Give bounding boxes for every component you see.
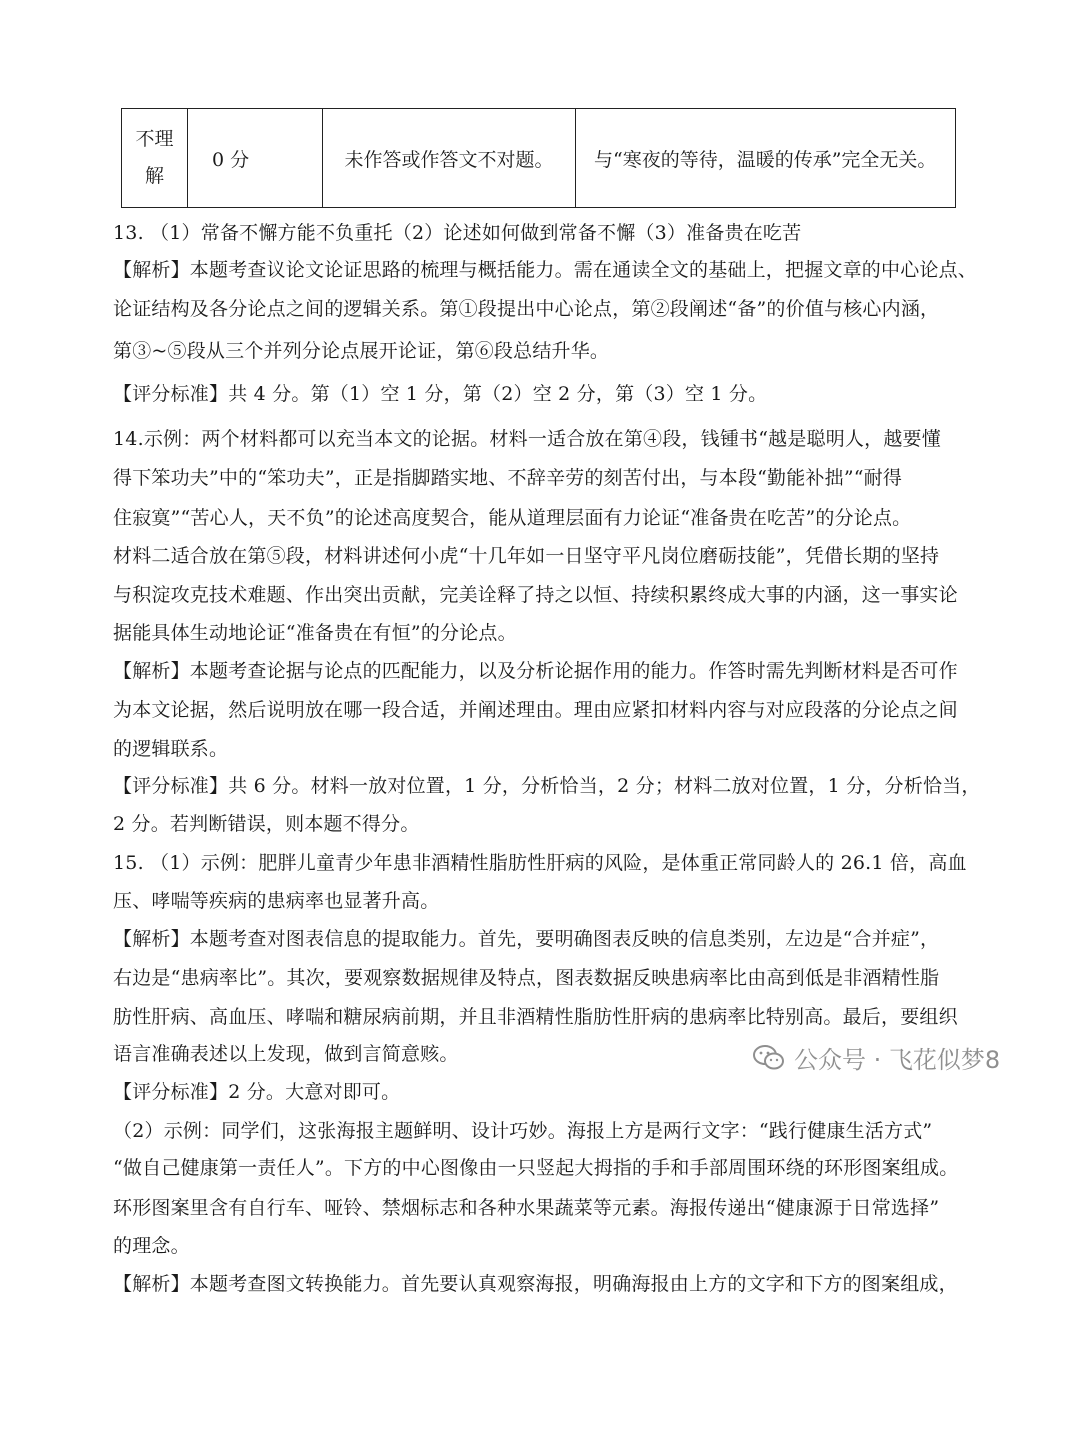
score-cell: 0 分	[188, 109, 323, 208]
text-line: 材料二适合放在第⑤段，材料讲述何小虎“十几年如一日坚守平凡岗位磨砺技能”，凭借长期的坚持	[113, 545, 940, 567]
level-text-2: 解	[144, 165, 164, 187]
text-line: 13. （1）常备不懈方能不负重托（2）论述如何做到常备不懈（3）准备贵在吃苦	[113, 222, 802, 244]
text-line: 压、哮喘等疾病的患病率也显著升高。	[113, 890, 440, 912]
text-line: 【评分标准】2 分。大意对即可。	[113, 1081, 401, 1103]
text-line: 【解析】本题考查对图表信息的提取能力。首先，要明确图表反映的信息类别，左边是“合并症”，	[113, 928, 940, 950]
level-text-1: 不理	[135, 128, 174, 150]
criterion-cell: 未作答或作答文不对题。	[323, 109, 576, 208]
table-row	[122, 109, 956, 208]
text-line: 住寂寞”“苦心人，天不负”的论述高度契合，能从道理层面有力论证“准备贵在吃苦”的分论点。	[113, 507, 912, 529]
text-line: 论证结构及各分论点之间的逻辑关系。第①段提出中心论点，第②段阐述“备”的价值与核心内涵，	[113, 298, 940, 320]
watermark	[752, 1040, 1000, 1075]
text-line: 肪性肝病、高血压、哮喘和糖尿病前期，并且非酒精性脂肪性肝病的患病率比特别高。最后，要组织	[113, 1006, 958, 1028]
text-line: 15. （1）示例：肥胖儿童青少年患非酒精性脂肪性肝病的风险，是体重正常同龄人的 26.1 倍，高血	[113, 852, 967, 874]
text-line: 【解析】本题考查议论文论证思路的梳理与概括能力。需在通读全文的基础上，把握文章的中心论点、	[113, 259, 978, 281]
text-line: 与积淀攻克技术难题、作出突出贡献，完美诠释了持之以恒、持续积累终成大事的内涵，这一事实论	[113, 584, 958, 606]
text-line: 【评分标准】共 4 分。第（1）空 1 分，第（2）空 2 分，第（3）空 1 分。	[113, 383, 768, 405]
text-line: 右边是“患病率比”。其次，要观察数据规律及特点，图表数据反映患病率比由高到低是非酒精性脂	[113, 967, 940, 989]
text-line: 【解析】本题考查图文转换能力。首先要认真观察海报，明确海报由上方的文字和下方的图案组成，	[113, 1273, 958, 1295]
watermark-text: 公众号 · 飞花似梦8	[794, 1046, 1001, 1074]
text-line: 为本文论据，然后说明放在哪一段合适，并阐述理由。理由应紧扣材料内容与对应段落的分论点之间	[113, 699, 958, 721]
wechat-icon	[752, 1043, 786, 1073]
text-line: （2）示例：同学们，这张海报主题鲜明、设计巧妙。海报上方是两行文字：“践行健康生活方式”	[113, 1120, 933, 1142]
rubric-table	[121, 108, 956, 208]
text-line: 【评分标准】共 6 分。材料一放对位置，1 分，分析恰当，2 分；材料二放对位置，1 分，分析恰当，	[113, 775, 981, 797]
text-line: 语言准确表述以上发现，做到言简意赅。	[113, 1043, 459, 1065]
text-line: 的逻辑联系。	[113, 738, 229, 760]
text-line: 2 分。若判断错误，则本题不得分。	[113, 813, 420, 835]
description-cell: 与“寒夜的等待，温暖的传承”完全无关。	[576, 109, 956, 208]
text-line: 【解析】本题考查论据与论点的匹配能力，以及分析论据作用的能力。作答时需先判断材料是否可作	[113, 660, 958, 682]
text-line: 14.示例：两个材料都可以充当本文的论据。材料一适合放在第④段，钱锺书“越是聪明人，越要懂	[113, 428, 941, 450]
text-line: 第③~⑤段从三个并列分论点展开论证，第⑥段总结升华。	[113, 340, 610, 362]
text-line: 的理念。	[113, 1235, 190, 1257]
text-line: 得下笨功夫”中的“笨功夫”，正是指脚踏实地、不辞辛劳的刻苦付出，与本段“勤能补拙”“耐得	[113, 467, 903, 489]
text-line: 环形图案里含有自行车、哑铃、禁烟标志和各种水果蔬菜等元素。海报传递出“健康源于日常选择”	[113, 1197, 940, 1219]
text-line: 据能具体生动地论证“准备贵在有恒”的分论点。	[113, 622, 517, 644]
level-cell	[122, 109, 188, 208]
text-line: “做自己健康第一责任人”。下方的中心图像由一只竖起大拇指的手和手部周围环绕的环形图案组成。	[113, 1157, 959, 1179]
